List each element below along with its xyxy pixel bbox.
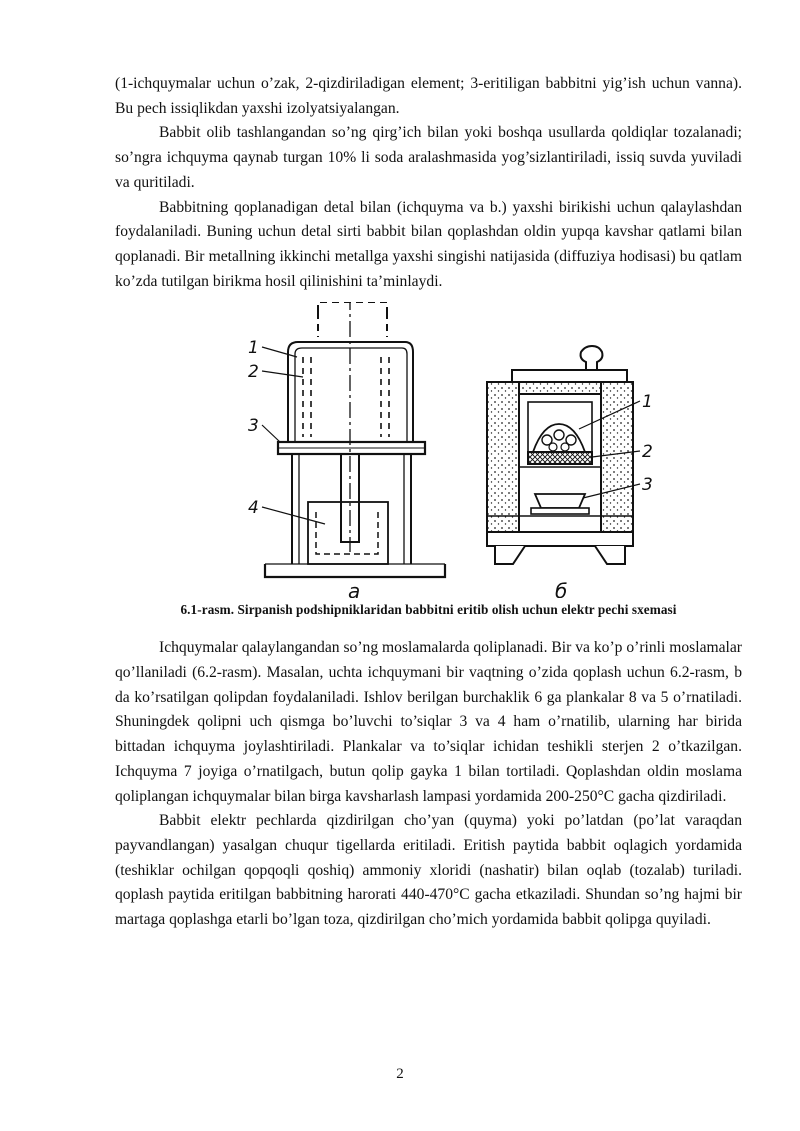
paragraph-top-1: (1-ichquymalar uchun o’zak, 2-qizdiriladigan element; 3-eritiligan babbitni yig’ish uchun vanna). Bu pech issiqlikdan yaxshi izolyatsiyalangan. xyxy=(115,75,742,117)
page-number: 2 xyxy=(396,1066,404,1082)
document-page xyxy=(115,72,742,933)
paragraph-top-2: Babbit olib tashlangandan so’ng qirg’ich bilan yoki boshqa usullarda qoldiqlar tozalanadi; so’ngra ichquyma qaynab turgan 10% li soda aralashmasida yog’sizlantiriladi, issiq suvda yuviladi va quritiladi. xyxy=(115,124,742,191)
sublabel-a: a xyxy=(348,579,361,599)
label-a-4: 4 xyxy=(248,498,259,519)
paragraph-bottom-2: Babbit elektr pechlarda qizdirilgan cho’yan (quyma) yoki po’latdan (po’lat varaqdan payvandlangan) yasalgan chuqur tigellarda eritiladi. Eritish paytida babbit oqlagich yordamida (teshiklar ochilgan qopqoqli qoshiq) ammoniy xloridi (nashatir) bilan oqlab (tozalab) turiladi. qoplash paytida eritilgan babbitning harorati 440-470°C gacha etkaziladi. Shundan so’ng hajmi bir martaga qoplashga etarli bo’lgan toza, qizdirilgan cho’mich yordamida babbit qolipga quyiladi. xyxy=(115,812,742,929)
label-a-1: 1 xyxy=(248,338,259,359)
sublabel-b: б xyxy=(555,579,568,599)
diagram-a xyxy=(262,302,445,577)
paragraph-top-3: Babbitning qoplanadigan detal bilan (ichquyma va b.) yaxshi birikishi uchun qalaylashdan foydalaniladi. Buning uchun detal sirti babbit bilan qoplashdan oldin yupqa kavshar qatlami bilan qoplanadi. Bir metallning ikkinchi metallga yaxshi singishi natijasida (diffuziya hodisasi) bu qatlam ko’zda tutilgan birikma hosil qilinishini ta’minlaydi. xyxy=(115,198,742,290)
label-a-2: 2 xyxy=(248,362,259,383)
label-a-3: 3 xyxy=(248,416,259,437)
figure-caption: 6.1-rasm. Sirpanish podshipniklaridan babbitni eritib olish uchun elektr pechi sxemasi xyxy=(180,602,677,618)
furnace-diagram xyxy=(115,302,742,598)
paragraph-bottom-1: Ichquymalar qalaylangandan so’ng moslamalarda qoliplanadi. Bir va ko’p o’rinli moslamalar qo’llaniladi (6.2-rasm). Masalan, uchta ichquymani bir vaqtning o’zida qoplash uchun 6.2-rasm, b da ko’rsatilgan qolipdan foydalaniladi. Ishlov berilgan burchaklik 6 ga plankalar 8 va 5 o’rnatiladi. Shuningdek qolipni uch qismga bo’luvchi to’siqlar 3 va 4 ham o’rnatilib, ularning har birida bittadan ichquyma joylashtiriladi. Plankalar va to’siqlar ichidan teshikli sterjen 2 o’tkazilgan. Ichquyma 7 joyiga o’rnatilgach, butun qolip gayka 1 bilan tortiladi. Qoplashdan oldin moslama qoliplangan ichquymalar bilan birga kavsharlash lampasi yordamida 200-250°C gacha qizdiriladi. xyxy=(115,639,742,805)
figure-electric-furnace xyxy=(115,302,742,598)
diagram-b xyxy=(487,346,640,564)
label-b-1: 1 xyxy=(642,392,653,413)
label-b-2: 2 xyxy=(642,442,653,463)
label-b-3: 3 xyxy=(642,475,653,496)
